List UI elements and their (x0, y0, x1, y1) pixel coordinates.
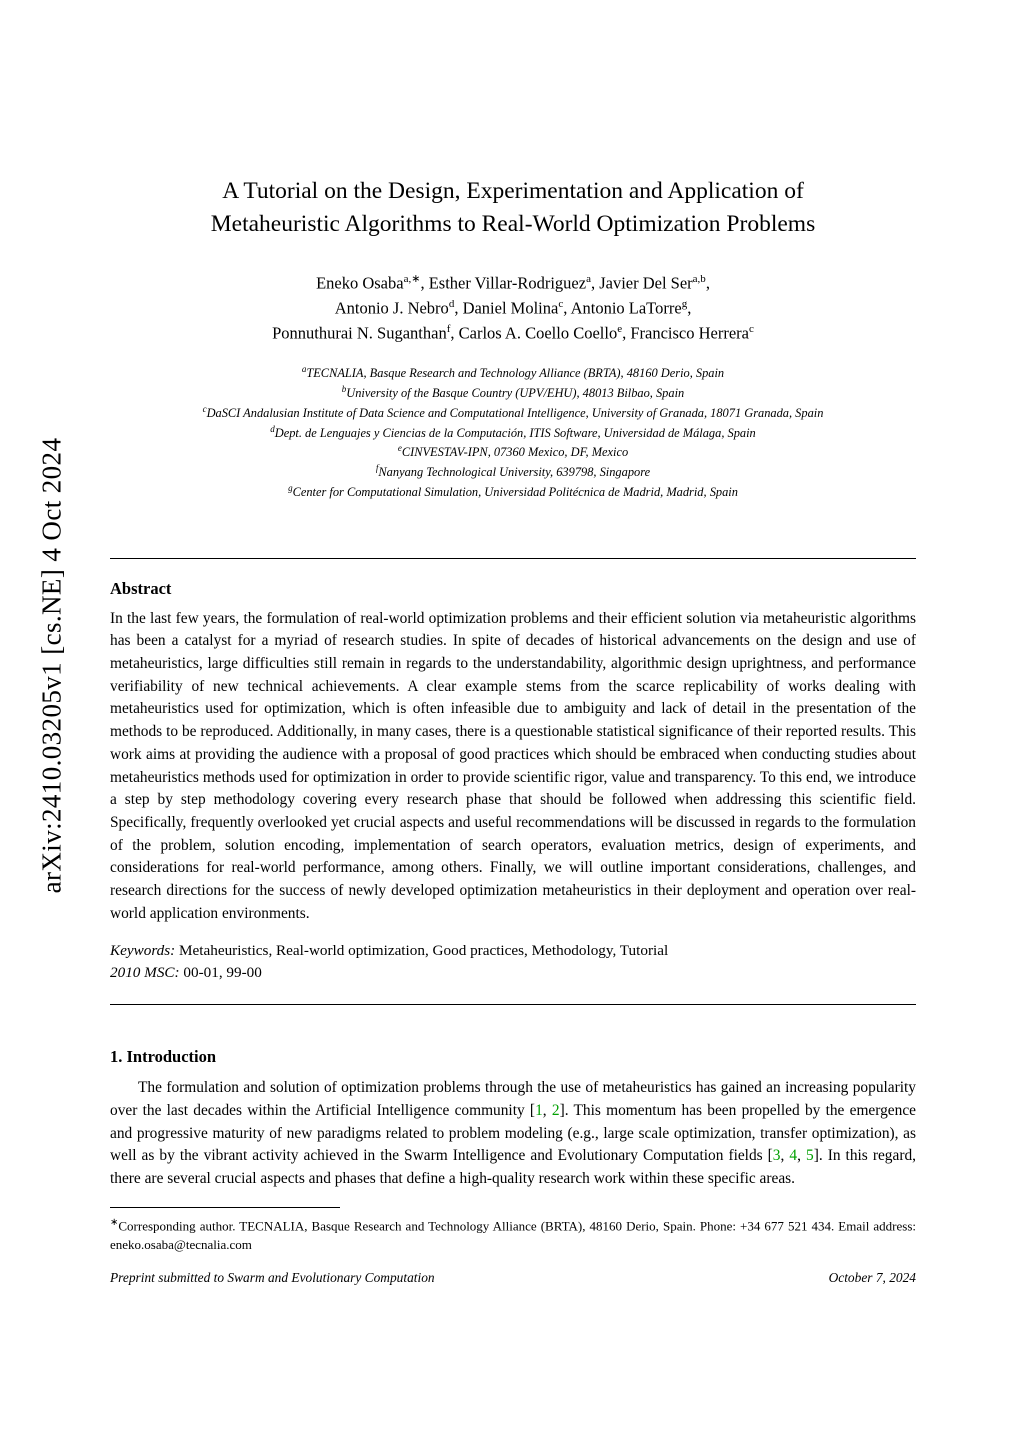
title-line-1: A Tutorial on the Design, Experimentation and Application of (222, 178, 804, 204)
affiliation-item (110, 462, 916, 482)
affiliation-text: TECNALIA, Basque Research and Technology Alliance (BRTA), 48160 Derio, Spain (306, 366, 725, 381)
author-name: Eneko Osaba (316, 273, 404, 293)
author-line-3 (110, 321, 916, 346)
paragraph-text: The formulation and solution of optimization problems through the use of metaheuristics has gained an increasing popularity over the last decades within the Artificial Intelligence community [ (110, 1079, 916, 1119)
page-footer (110, 1270, 916, 1286)
affiliation-text: DaSCI Andalusian Institute of Data Science and Computational Intelligence, University of Granada, 18071 Granada, Spain (206, 406, 824, 421)
keywords-line (110, 940, 916, 963)
author-affil-marker: c (558, 297, 564, 310)
affiliation-marker: a (301, 364, 307, 375)
arxiv-identifier-stamp: arXiv:2410.03205v1 [cs.NE] 4 Oct 2024 (36, 437, 67, 894)
title-line-2: Metaheuristic Algorithms to Real-World Optimization Problems (210, 211, 816, 238)
keywords-label: Keywords: (110, 941, 176, 959)
author-affil-marker: a,b (692, 272, 706, 285)
citation-link[interactable]: 1 (535, 1101, 543, 1119)
author-name: , Esther Villar-Rodriguez (420, 273, 587, 293)
paragraph-text: ]. In this regard, there are several crucial aspects and phases that define a high-quality research work within these specific areas. (110, 1147, 916, 1188)
author-line-2 (110, 296, 916, 321)
affiliation-text: University of the Basque Country (UPV/EHU), 48013 Bilbao, Spain (346, 386, 685, 401)
affiliation-marker: g (288, 482, 293, 493)
affiliation-marker: e (397, 443, 402, 454)
affiliation-item (110, 482, 916, 502)
footnote-text: Corresponding author. TECNALIA, Basque Research and Technology Alliance (BRTA), 48160 Derio, Spain. Phone: +34 677 521 434. Email address: eneko.osaba@tecnalia.com (110, 1218, 916, 1252)
author-name: , Javier Del Ser (590, 273, 693, 293)
citation-separator: , (797, 1147, 806, 1165)
keywords-value: Metaheuristics, Real-world optimization, Good practices, Methodology, Tutorial (179, 941, 669, 959)
citation-separator: , (542, 1101, 552, 1119)
citation-link[interactable]: 3 (772, 1147, 781, 1165)
section-number: 1. (110, 1047, 123, 1067)
msc-label: 2010 MSC: (110, 964, 180, 982)
author-affil-marker: a (586, 272, 591, 285)
author-list (110, 271, 916, 346)
footnote-marker: ∗ (110, 1217, 119, 1228)
introduction-paragraph (110, 1077, 916, 1191)
author-affil-marker: a,∗ (403, 272, 421, 285)
affiliation-text: Nanyang Technological University, 639798, Singapore (378, 465, 651, 480)
author-separator: , (687, 298, 692, 318)
affiliation-text: Dept. de Lenguajes y Ciencias de la Computación, ITIS Software, Universidad de Málaga, Spain (274, 425, 756, 440)
footer-left: Preprint submitted to Swarm and Evolutionary Computation (110, 1270, 435, 1285)
affiliation-marker: b (341, 384, 347, 395)
abstract-top-divider (110, 558, 916, 559)
author-name: , Carlos A. Coello Coello (450, 323, 618, 343)
keywords-block (110, 940, 916, 986)
author-name: , Daniel Molina (454, 298, 559, 318)
affiliation-marker: d (270, 423, 275, 434)
affiliation-item (110, 442, 916, 462)
author-affil-marker: g (681, 297, 688, 310)
abstract-heading: Abstract (110, 578, 172, 598)
author-name: , Antonio LaTorre (563, 298, 682, 318)
abstract-bottom-divider (110, 1004, 916, 1005)
paper-page (110, 0, 916, 1448)
paragraph-text: ]. This momentum has been propelled by the emergence and progressive maturity of new paradigms related to problem modeling (e.g., large scale optimization, transfer optimization), as well as by the vibrant activity achieved in the Swarm Intelligence and Evolutionary Computation fields [ (110, 1101, 916, 1165)
author-affil-marker: c (749, 322, 754, 335)
affiliation-item (110, 383, 916, 403)
affiliation-marker: f (375, 463, 379, 474)
citation-link[interactable]: 5 (805, 1147, 814, 1165)
author-line-1 (110, 271, 916, 296)
msc-line (110, 962, 916, 985)
citation-link[interactable]: 4 (789, 1147, 798, 1165)
author-affil-marker: f (446, 322, 451, 335)
affiliation-text: CINVESTAV-IPN, 07360 Mexico, DF, Mexico (401, 445, 629, 460)
footnote-divider (110, 1207, 340, 1208)
affiliation-marker: c (202, 403, 207, 414)
author-name: Ponnuthurai N. Suganthan (272, 323, 447, 343)
author-affil-marker: d (448, 297, 455, 310)
citation-separator: , (780, 1147, 790, 1165)
author-separator: , (705, 273, 710, 293)
affiliation-item (110, 423, 916, 443)
citation-link[interactable]: 2 (551, 1101, 560, 1119)
affiliation-list (110, 363, 916, 501)
abstract-text: In the last few years, the formulation of real-world optimization problems and their efficient solution via metaheuristic algorithms has been a catalyst for a myriad of research studies. In spite of decades of historical advancements on the design and use of metaheuristics, large difficulties still remain in regards to the understandability, algorithmic design uprightness, and performance verifiability of new technical achievements. A clear example stems from the scarce replicability of works dealing with metaheuristics used for optimization, which is often infeasible due to ambiguity and lack of detail in the presentation of the methods to be reproduced. Additionally, in many cases, there is a questionable statistical significance of their reported results. This work aims at providing the audience with a proposal of good practices which should be embraced when conducting studies about metaheuristics methods used for optimization in order to provide scientific rigor, value and transparency. To this end, we introduce a step by step methodology covering every research phase that should be followed when addressing this scientific field. Specifically, frequently overlooked yet crucial aspects and useful recommendations will be discussed in regards to the formulation of the problem, solution encoding, implementation of search operators, evaluation metrics, design of experiments, and considerations for real-world performance, among others. Finally, we will outline important considerations, challenges, and research directions for the success of newly developed optimization metaheuristics in their deployment and operation over real-world application environments. (110, 609, 916, 922)
affiliation-item (110, 363, 916, 383)
author-name: , Francisco Herrera (622, 323, 750, 343)
footer-right: October 7, 2024 (828, 1270, 916, 1285)
author-name: Antonio J. Nebro (334, 298, 449, 318)
affiliation-item (110, 403, 916, 423)
section-heading-introduction (110, 1047, 916, 1067)
affiliation-text: Center for Computational Simulation, Universidad Politécnica de Madrid, Madrid, Spain (292, 484, 738, 499)
section-title: Introduction (126, 1047, 217, 1067)
msc-value: 00-01, 99-00 (183, 964, 262, 982)
page-title (110, 175, 916, 242)
footnote (110, 1216, 916, 1254)
author-affil-marker: e (617, 322, 623, 335)
